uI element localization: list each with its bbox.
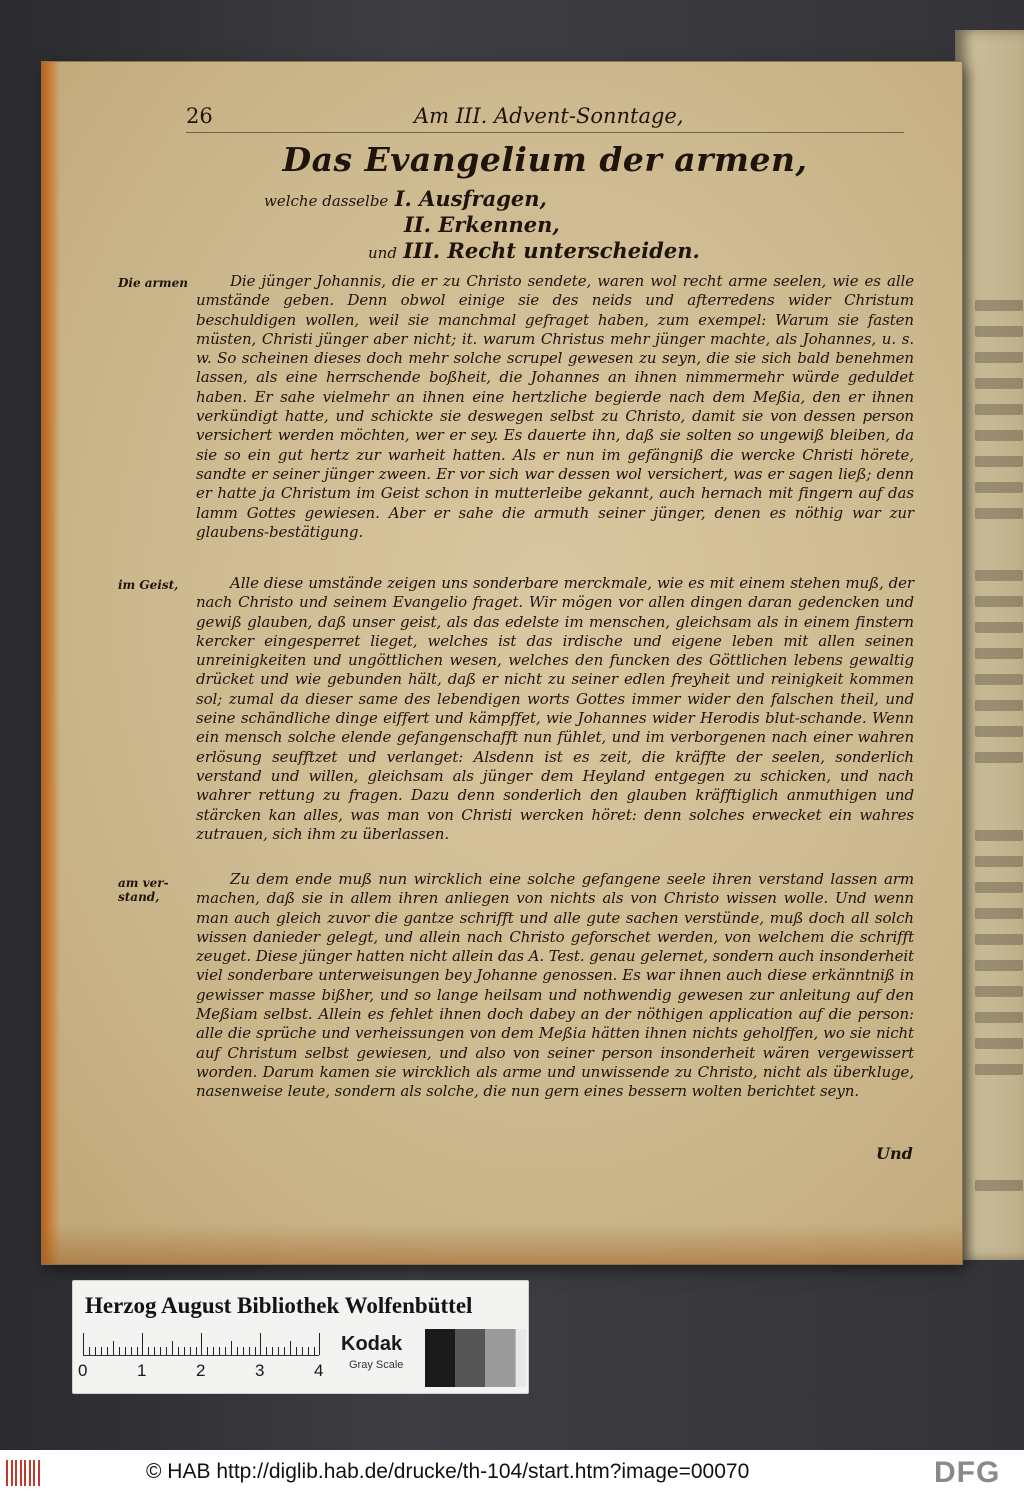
subheading-point-2: II. Erkennen, — [404, 212, 560, 237]
subheading-line-1 — [264, 186, 547, 211]
margin-note-geist: im Geist, — [118, 578, 179, 592]
subheading-line-2 — [404, 212, 560, 237]
ruler — [83, 1333, 319, 1356]
subheading-line-3 — [368, 238, 700, 263]
paragraph-2 — [196, 574, 914, 844]
gray-swatch-dark — [455, 1329, 485, 1387]
running-head-title: Am III. Advent-Sonntage, — [414, 104, 684, 128]
color-calibration-bar — [72, 1280, 529, 1394]
gray-scale-label: Gray Scale — [349, 1359, 404, 1371]
adjacent-page-edge — [955, 30, 1024, 1260]
paragraph-1 — [196, 272, 914, 542]
catchword: Und — [876, 1144, 913, 1163]
paragraph-3-text: Zu dem ende muß nun wircklich eine solche gefangene seele ihren verstand lassen arm machen, daß sie in allem ihren anliegen von nichts als von Christo wissen wolle. Und wenn man auch gleich zuvor die gantze schrifft und alle gute sachen verstünde, muß doch all solch wissen danieder gelegt, und allein nach Christo geforschet werden, von welchem die schrifft zeuget. Diese jünger hatten nicht allein das A. Test. genau gelernet, sondern auch insonderheit viel sonderbare unterweisungen bey Johanne genossen. Es war ihnen auch diese erkänntniß in gewisser masse bißher, und so lange heilsam und nothwendig gewesen zur anleitung auf den Meßiam selbst. Allein es fehlet ihnen doch dabey an der nöthigen application auf die person: alle die sprüche und verheissungen von dem Meßia hätten ihnen nichts geholffen, wo sie nicht auf Christum selbst gewiesen, und also von seiner person insonderheit wären vergewissert worden. Darum kamen sie wircklich als arme und unwissende zu Christo, nicht als überkluge, nasenweise leute, sondern als solche, die nun gern eines bessern wolten berichtet seyn. — [196, 870, 914, 1101]
paragraph-1-text: Die jünger Johannis, die er zu Christo sendete, waren wol recht arme seelen, wie es alle umstände geben. Denn obwol einige sie des neids und afterredens wider Christum beschuldigen wollen, weil sie manchmal gefraget haben, zum exempel: Warum sie fasten müsten, Christi jünger aber nicht; it. warum Christus mehr jünger machte, als Johannes, u. s. w. So scheinen dieses doch mehr solche scrupel gewesen zu seyn, die sie sich bald benehmen lassen, als eine herrschende boßheit, die Johannes an ihnen nimmermehr würde geduldet haben. Er sahe vielmehr an ihnen eine hertzliche begierde nach dem Meßia, den er ihnen verkündigt hatte, und schickte sie deswegen selbst zu Christo, damit sie von dessen person versichert werden möchten, wer er sey. Es dauerte ihn, daß sie solten so ungewiß bleiben, da sie so ein gut hertz zur warheit hatten. Als er nun im gefängniß die wercke Christi hörete, sandte er seiner jünger zween. Er vor sich war dessen wol versichert, was er sagen ließ; denn er hatte ja Christum im Geist schon in mutterleibe gekannt, auch hernach mit fingern auf das lamm Gottes gewiesen. Aber er sahe die armuth seiner jünger, denen es nöthig war zur glaubens-bestätigung. — [196, 272, 914, 541]
ruler-number-0: 0 — [78, 1361, 88, 1380]
subheading-and: und — [368, 244, 397, 262]
paragraph-2-text: Alle diese umstände zeigen uns sonderbare merckmale, wie es mit einem stehen muß, der nach Christo und seinem Evangelio fraget. Wir mögen vor allen dingen daran gedencken und gewiß glauben, daß unser geist, als das edelste im menschen, gleichsam als in einem finstern kercker eingesperret lieget, welches ist das irdische und eigene leben mit allen seinen unreinigkeiten und ungöttlichen wesen, welches den funcken des Göttlichen lebens gewaltig drücket und wie gebunden hält, daß er nicht zu seiner edlen freyheit und reinigkeit kommen sol; zumal da dieser same des lebendigen worts Gottes immer wider den falschen theil, und seine schändliche dinge eiffert und kämpffet, wie Johannes wider Herodis blut-schande. Wenn ein mensch solche elende gefangenschafft nun fühlet, und im verborgenen nach einer wahren erlösung seufftzet und verlanget: Alsdenn ist es zeit, die kräffte der seelen, sonderlich verstand und willen, gleichsam als jünger dem Heyland entgegen zu schicken, und nach wahrer rettung zu fragen. Dazu denn sonderlich den glauben kräfftiglich anmuthigen und stärcken kan alles, was man von Christi wercken höret: denn solches erwecket ein wahres zutrauen, sich ihm zu überlassen. — [196, 574, 914, 843]
gray-swatch-light — [515, 1329, 526, 1387]
section-title: Das Evangelium der armen, — [282, 140, 808, 179]
ruler-number-3: 3 — [255, 1361, 265, 1380]
institution-name: Herzog August Bibliothek Wolfenbüttel — [85, 1293, 473, 1318]
subheading-prefix: welche dasselbe — [264, 192, 389, 210]
dfg-logo: DFG — [934, 1456, 1001, 1489]
running-head — [186, 104, 904, 133]
gray-swatch-black — [425, 1329, 455, 1387]
footer — [0, 1450, 1024, 1495]
margin-note-verstand: am ver-stand, — [118, 876, 169, 904]
ruler-number-2: 2 — [196, 1361, 206, 1380]
gray-swatch-mid — [485, 1329, 515, 1387]
ruler-number-4: 4 — [314, 1361, 324, 1380]
paragraph-3 — [196, 870, 914, 1102]
barcode-logo-icon — [6, 1460, 40, 1486]
page-number: 26 — [186, 104, 213, 128]
subheading-point-1: I. Ausfragen, — [394, 186, 547, 211]
margin-note-armen: Die armen — [118, 276, 188, 290]
ruler-number-1: 1 — [137, 1361, 147, 1380]
footer-copyright-link[interactable]: © HAB http://diglib.hab.de/drucke/th-104/start.htm?image=00070 — [146, 1460, 750, 1483]
subheading-point-3: III. Recht unterscheiden. — [403, 238, 700, 263]
kodak-brand: Kodak — [341, 1333, 403, 1355]
